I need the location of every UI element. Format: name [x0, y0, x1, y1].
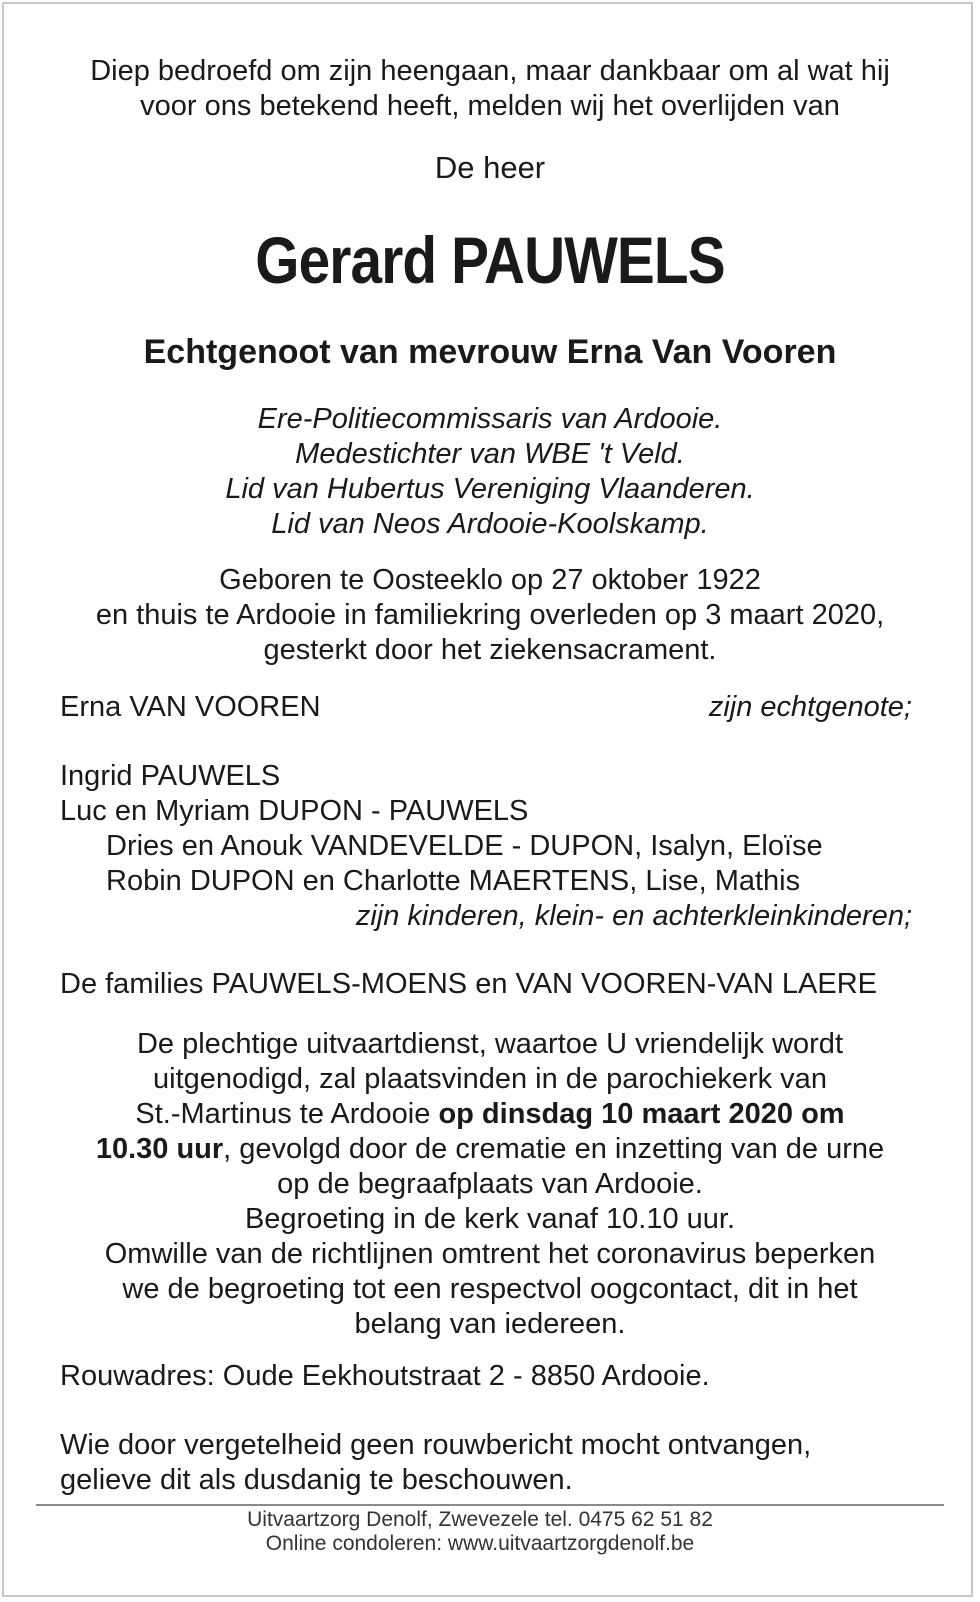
funeral-home-contact: Uitvaartzorg Denolf, Zwevezele tel. 0475 62 51 82 [247, 1508, 713, 1531]
intro-line: voor ons betekend heeft, melden wij het overlijden van [140, 90, 840, 122]
grandchild-line: Dries en Anouk VANDEVELDE - DUPON, Isalyn, Eloïse [106, 830, 823, 862]
service-line: Begroeting in de kerk vanaf 10.10 uur. [244, 1203, 736, 1235]
service-time: 10.30 uur [95, 1133, 224, 1165]
missed-notice [60, 1428, 811, 1498]
service-info [0, 1027, 980, 1342]
child-line: Luc en Myriam DUPON - PAUWELS [60, 795, 529, 827]
spouse-of: Echtgenoot van mevrouw Erna Van Vooren [143, 333, 837, 371]
service-line: belang van iedereen. [354, 1308, 626, 1340]
intro-text [0, 54, 980, 124]
notice-line: Wie door vergetelheid geen rouwbericht mocht ontvangen, [60, 1429, 812, 1461]
children-block [60, 759, 912, 934]
service-line: uitgenodigd, zal plaatsvinden in de parochiekerk van [153, 1063, 827, 1095]
sacrament-line: gesterkt door het ziekensacrament. [263, 634, 717, 666]
titles-list [0, 402, 980, 542]
child-line: Ingrid PAUWELS [60, 760, 281, 792]
notice-line: gelieve dit als dusdanig te beschouwen. [60, 1464, 573, 1496]
service-line [0, 1097, 980, 1132]
funeral-home-footer [0, 1508, 960, 1556]
service-text: St.-Martinus te Ardooie [135, 1098, 439, 1130]
service-text: , gevolgd door de crematie en inzetting van de urne [223, 1133, 885, 1165]
online-condolence-link[interactable]: Online condoleren: www.uitvaartzorgdenolf.be [265, 1532, 695, 1555]
intro-line: Diep bedroefd om zijn heengaan, maar dankbaar om al wat hij [90, 55, 890, 87]
mourning-address: Rouwadres: Oude Eekhoutstraat 2 - 8850 Ardooie. [60, 1360, 710, 1392]
salutation: De heer [434, 150, 546, 185]
spouse-relation: zijn echtgenote; [708, 691, 912, 723]
children-relation: zijn kinderen, klein- en achterkleinkinderen; [355, 900, 912, 932]
title-item: Lid van Neos Ardooie-Koolskamp. [271, 508, 709, 540]
deceased-name: Gerard PAUWELS [255, 223, 725, 297]
death-line: en thuis te Ardooie in familiekring overleden op 3 maart 2020, [95, 599, 885, 631]
service-line: Omwille van de richtlijnen omtrent het coronavirus beperken [104, 1238, 876, 1270]
birth-death-info [0, 563, 980, 668]
title-item: Ere-Politiecommissaris van Ardooie. [257, 403, 723, 435]
title-item: Medestichter van WBE 't Veld. [295, 438, 685, 470]
spouse-name: Erna VAN VOOREN [60, 691, 321, 723]
birth-line: Geboren te Oosteeklo op 27 oktober 1922 [219, 564, 761, 596]
service-line: we de begroeting tot een respectvol oogcontact, dit in het [122, 1273, 858, 1305]
grandchild-line: Robin DUPON en Charlotte MAERTENS, Lise, Mathis [106, 865, 801, 897]
service-line: De plechtige uitvaartdienst, waartoe U vriendelijk wordt [136, 1028, 843, 1060]
families-line: De families PAUWELS-MOENS en VAN VOOREN-VAN LAERE [60, 968, 878, 1000]
service-date: op dinsdag 10 maart 2020 om [438, 1098, 845, 1130]
title-item: Lid van Hubertus Vereniging Vlaanderen. [225, 473, 755, 505]
service-line: op de begraafplaats van Ardooie. [277, 1168, 703, 1200]
service-line [0, 1132, 980, 1167]
footer-divider [36, 1504, 944, 1506]
